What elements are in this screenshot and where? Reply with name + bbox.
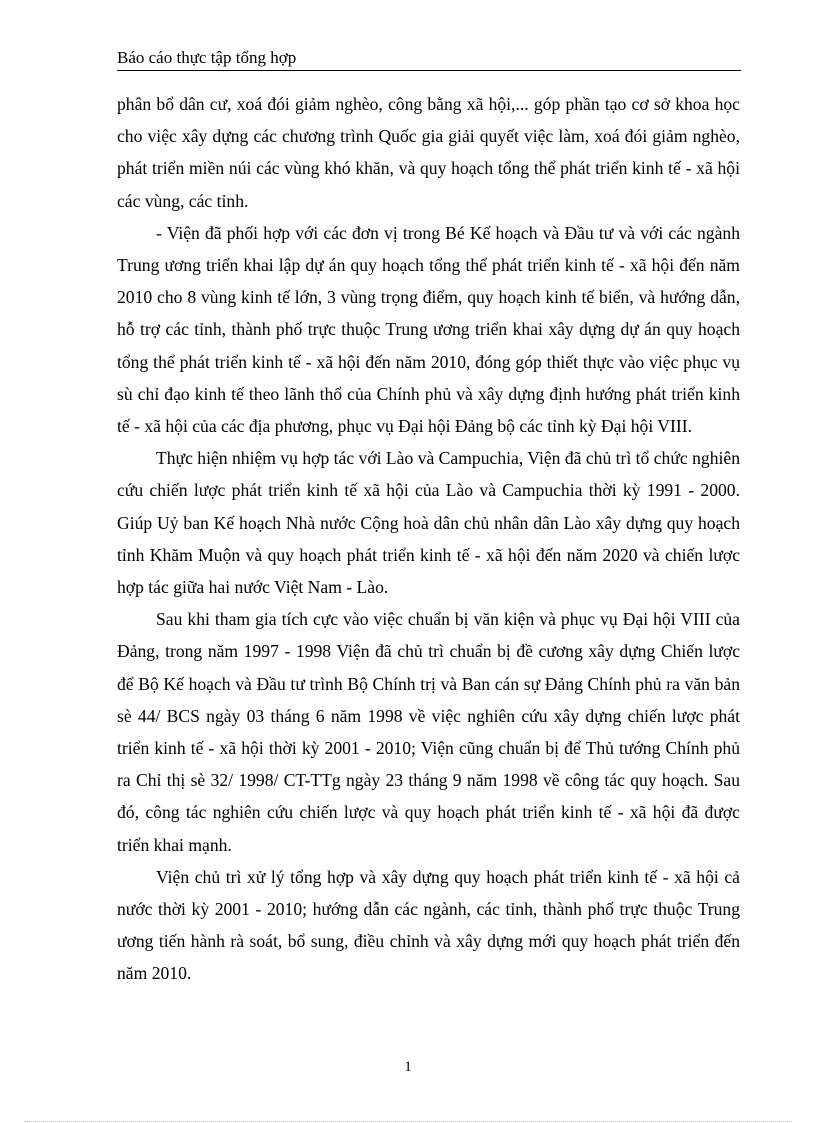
page-bottom-divider [24, 1121, 792, 1122]
paragraph-3: Thực hiện nhiệm vụ hợp tác với Lào và Campuchia, Viện đã chủ trì tổ chức nghiên cứu chiến lược phát triển kinh tế xã hội của Lào và Campuchia thời kỳ 1991 - 2000. Giúp Uỷ ban Kế hoạch Nhà nước Cộng hoà dân chủ nhân dân Lào xây dựng quy hoạch tỉnh Khăm Muộn và quy hoạch phát triển kinh tế - xã hội đến năm 2020 và chiến lược hợp tác giữa hai nước Việt Nam - Lào. [117, 448, 740, 598]
page-number: 1 [404, 1059, 412, 1075]
document-body [117, 88, 740, 990]
paragraph-1: phân bổ dân cư, xoá đói giảm nghèo, công bằng xã hội,... góp phần tạo cơ sở khoa học cho việc xây dựng các chương trình Quốc gia giải quyết việc làm, xoá đói giảm nghèo, phát triển miền núi các vùng khó khăn, và quy hoạch tổng thể phát triển kinh tế - xã hội các vùng, các tỉnh. [117, 94, 740, 211]
paragraph-4: Sau khi tham gia tích cực vào việc chuẩn bị văn kiện và phục vụ Đại hội VIII của Đảng, trong năm 1997 - 1998 Viện đã chủ trì chuẩn bị đề cương xây dựng Chiến lược để Bộ Kế hoạch và Đầu tư trình Bộ Chính trị và Ban cán sự Đảng Chính phủ ra văn bản sè 44/ BCS ngày 03 tháng 6 năm 1998 về việc nghiên cứu xây dựng chiến lược phát triển kinh tế - xã hội thời kỳ 2001 - 2010; Viện cũng chuẩn bị để Thủ tướng Chính phủ ra Chỉ thị sè 32/ 1998/ CT-TTg ngày 23 tháng 9 năm 1998 về công tác quy hoạch. Sau đó, công tác nghiên cứu chiến lược và quy hoạch phát triển kinh tế - xã hội đã được triển khai mạnh. [117, 609, 740, 855]
page-header [117, 48, 741, 71]
paragraph-2: - Viện đã phối hợp với các đơn vị trong Bé Kế hoạch và Đầu tư và với các ngành Trung ương triển khai lập dự án quy hoạch tổng thể phát triển kinh tế - xã hội đến năm 2010 cho 8 vùng kinh tế lớn, 3 vùng trọng điểm, quy hoạch kinh tế biển, và hướng dẫn, hỗ trợ các tỉnh, thành phố trực thuộc Trung ương triển khai xây dựng dự án quy hoạch tổng thể phát triển kinh tế - xã hội đến năm 2010, đóng góp thiết thực vào việc phục vụ sù chỉ đạo kinh tế theo lãnh thổ của Chính phủ và xây dựng định hướng phát triển kinh tế - xã hội của các địa phương, phục vụ Đại hội Đảng bộ các tỉnh kỳ Đại hội VIII. [117, 222, 740, 437]
paragraph-5: Viện chủ trì xử lý tổng hợp và xây dựng quy hoạch phát triển kinh tế - xã hội cả nước thời kỳ 2001 - 2010; hướng dẫn các ngành, các tỉnh, thành phố trực thuộc Trung ương tiến hành rà soát, bổ sung, điều chỉnh và xây dựng mới quy hoạch phát triển đến năm 2010. [117, 866, 740, 984]
header-title: Báo cáo thực tập tổng hợp [117, 48, 297, 67]
